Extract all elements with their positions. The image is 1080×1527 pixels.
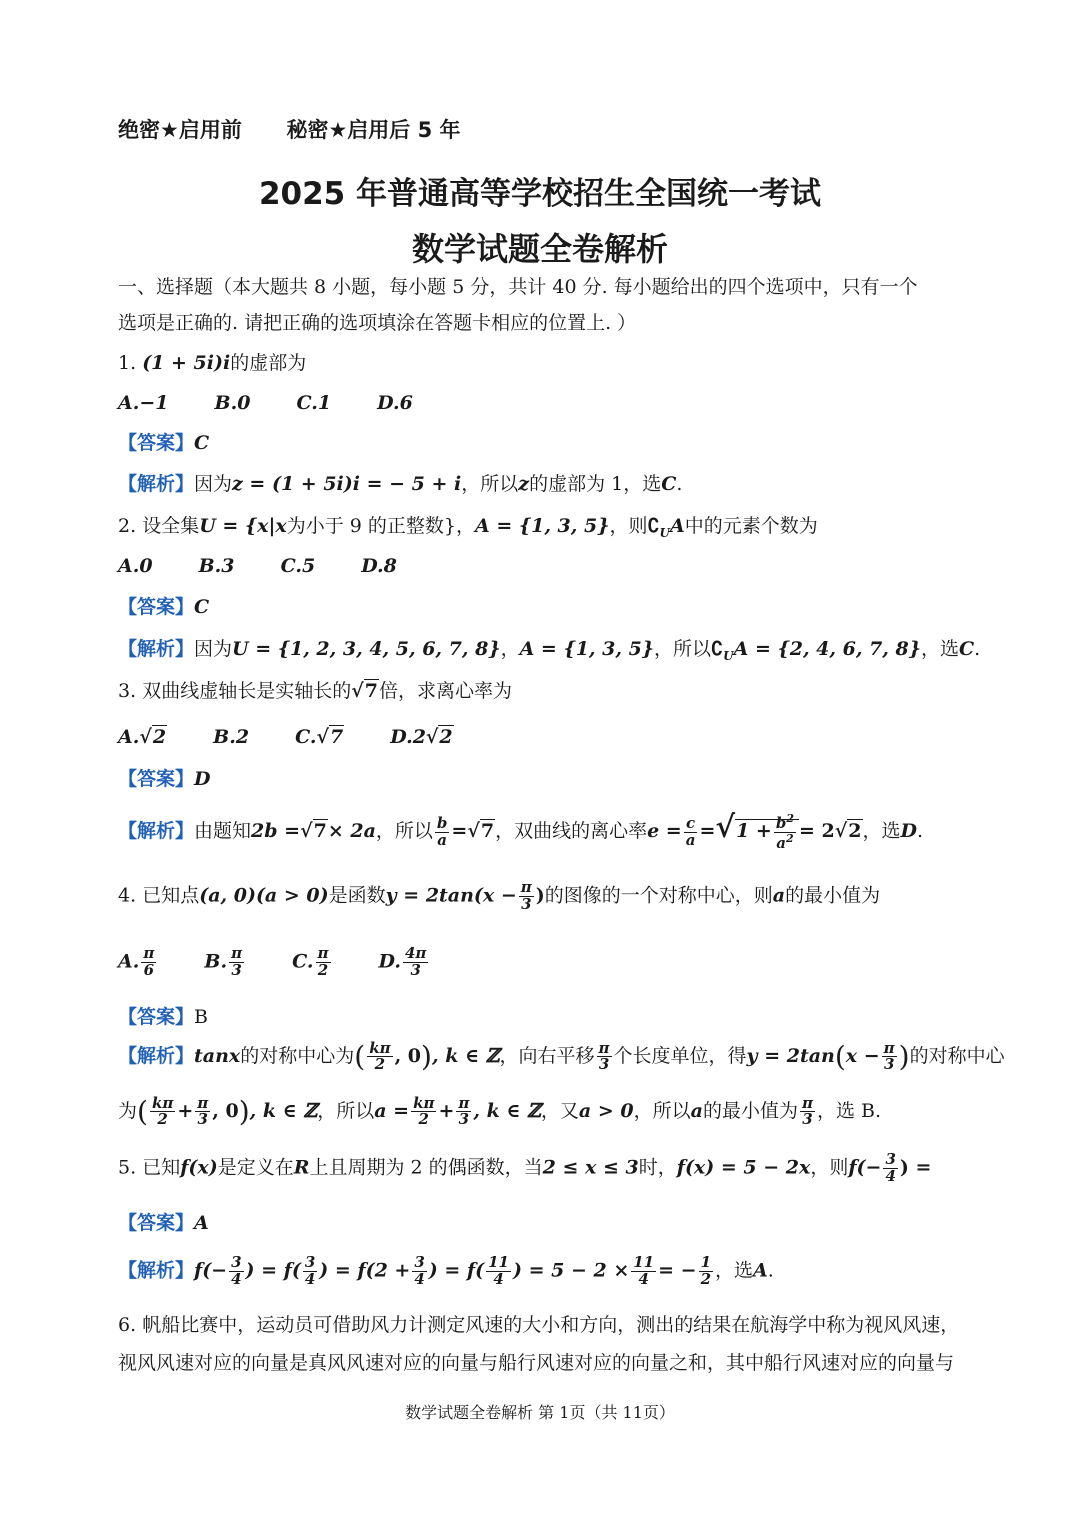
math-expr: (1 + 5i)i bbox=[142, 352, 231, 374]
answer-label: 【答案】 bbox=[118, 1212, 195, 1234]
sqrt: √7 bbox=[351, 680, 378, 702]
analysis-label: 【解析】 bbox=[118, 473, 195, 495]
section-heading-line1: 一、选择题（本大题共 8 小题，每小题 5 分，共计 40 分. 每小题给出的四个选项中，只有一个 bbox=[118, 276, 918, 298]
option-d[interactable]: D.2√2 bbox=[390, 726, 453, 748]
question-1-options bbox=[118, 392, 453, 415]
option-a[interactable]: A.√2 bbox=[118, 726, 167, 748]
secret-right: 秘密★启用后 5 年 bbox=[286, 118, 461, 142]
question-3-options bbox=[118, 726, 494, 749]
page-footer: 数学试题全卷解析 第 1页（共 11页） bbox=[405, 1403, 675, 1422]
question-4-options bbox=[118, 946, 470, 979]
page-subtitle: 数学试题全卷解析 bbox=[411, 230, 668, 268]
analysis-label: 【解析】 bbox=[118, 1044, 195, 1067]
section-heading-line2: 选项是正确的. 请把正确的选项填涂在答题卡相应的位置上. ） bbox=[118, 312, 637, 334]
question-4-answer: 【答案】B bbox=[118, 1006, 208, 1028]
fraction: $\frac{c}{a}$ bbox=[685, 813, 696, 849]
confidential-marks bbox=[118, 118, 461, 143]
question-5-analysis: 【解析】f(− $\frac{3}{4}$ ) = f( $\frac{3}{4}$ ) = f(2 + $\frac{3}{4}$ ) = f( $\frac{11}{4}$ ) = 5 − 2 × $\frac{11}{4}$ = − $\frac{1}{2}$ ，选A. bbox=[118, 1253, 774, 1288]
question-1-stem: 1. (1 + 5i)i的虚部为 bbox=[118, 352, 307, 374]
analysis-label: 【解析】 bbox=[118, 638, 195, 660]
question-4-stem: 4. 已知点(a, 0)(a > 0)是函数y = 2tan(x − $\frac{\pi}{3}$ )的图像的一个对称中心，则a的最小值为 bbox=[118, 878, 881, 913]
answer-label: 【答案】 bbox=[118, 596, 195, 618]
option-c[interactable]: C. $\frac{\pi}{2}$ bbox=[292, 944, 329, 979]
option-b[interactable]: B.2 bbox=[213, 726, 250, 748]
question-6-line2: 视风风速对应的向量是真风风速对应的向量与船行风速对应的向量之和，其中船行风速对应的向量与 bbox=[118, 1352, 955, 1374]
option-d[interactable]: D. $\frac{4\pi}{3}$ bbox=[378, 944, 427, 979]
analysis-label: 【解析】 bbox=[118, 820, 195, 842]
option-b[interactable]: B.0 bbox=[214, 392, 251, 414]
question-4-analysis-line1: 【解析】tanx的对称中心为( $\frac{k\pi}{2}$ , 0), k ∈ ℤ，向右平移 $\frac{\pi}{3}$ 个长度单位，得y = 2tan(x − $\frac{\pi}{3}$ )的对称中心 bbox=[118, 1038, 1005, 1074]
option-a[interactable]: A.−1 bbox=[118, 392, 169, 414]
question-3-answer: 【答案】D bbox=[118, 768, 211, 790]
option-a[interactable]: A. $\frac{\pi}{6}$ bbox=[118, 944, 155, 979]
option-a[interactable]: A.0 bbox=[118, 555, 153, 577]
question-6-line1: 6. 帆船比赛中，运动员可借助风力计测定风速的大小和方向，测出的结果在航海学中称为视风风速， bbox=[118, 1314, 960, 1336]
answer-label: 【答案】 bbox=[118, 768, 195, 790]
option-d[interactable]: D.8 bbox=[361, 555, 397, 577]
question-4-analysis-line2: 为( $\frac{k\pi}{2}$ + $\frac{\pi}{3}$ , 0), k ∈ ℤ，所以a = $\frac{k\pi}{2}$ + $\frac{\pi}{3}$ , k ∈ ℤ，又a > 0，所以a的最小值为 $\frac{\pi}{3}$ ，选 B. bbox=[118, 1093, 881, 1129]
question-2-answer: 【答案】C bbox=[118, 596, 210, 618]
option-b[interactable]: B. $\frac{\pi}{3}$ bbox=[204, 944, 243, 979]
question-2-analysis: 【解析】因为U = {1, 2, 3, 4, 5, 6, 7, 8}，A = {1, 3, 5}，所以$∁_UA = \{2$, 4, 6, 7, 8}，选C. bbox=[118, 638, 981, 663]
question-1-analysis: 【解析】因为z = (1 + 5i)i = − 5 + i，所以z的虚部为 1，选C. bbox=[118, 473, 683, 495]
option-d[interactable]: D.6 bbox=[377, 392, 413, 414]
question-1-answer: 【答案】C bbox=[118, 432, 210, 454]
secret-left: 绝密★启用前 bbox=[118, 118, 242, 142]
analysis-label: 【解析】 bbox=[118, 1259, 195, 1282]
page-title: 2025 年普通高等学校招生全国统一考试 bbox=[258, 176, 822, 212]
fraction: $\frac{b}{a}$ bbox=[436, 813, 448, 849]
question-3-stem: 3. 双曲线虚轴长是实轴长的√7倍，求离心率为 bbox=[118, 680, 512, 702]
option-b[interactable]: B.3 bbox=[198, 555, 235, 577]
answer-label: 【答案】 bbox=[118, 432, 195, 454]
option-c[interactable]: C.5 bbox=[280, 555, 316, 577]
answer-label: 【答案】 bbox=[118, 1006, 195, 1028]
question-3-analysis: 【解析】由题知2b =√7× 2a，所以 $\frac{b}{a}$ =√7，双曲线的离心率e = $\frac{c}{a}$ =√1 + $\frac{b^2}{a^2}$ = 2√2，选D. bbox=[118, 810, 924, 852]
question-5-answer: 【答案】A bbox=[118, 1212, 209, 1234]
question-2-options bbox=[118, 555, 437, 578]
question-2-stem: 2. 设全集U = {x|x为小于 9 的正整数}，A = {1, 3, 5}，则$∁_UA$中的元素个数为 bbox=[118, 515, 818, 540]
option-c[interactable]: C.1 bbox=[296, 392, 332, 414]
option-c[interactable]: C.√7 bbox=[295, 726, 344, 748]
question-5-stem: 5. 已知f(x)是定义在R上且周期为 2 的偶函数，当2 ≤ x ≤ 3时，f(x) = 5 − 2x，则f(− $\frac{3}{4}$ ) = bbox=[118, 1150, 932, 1185]
